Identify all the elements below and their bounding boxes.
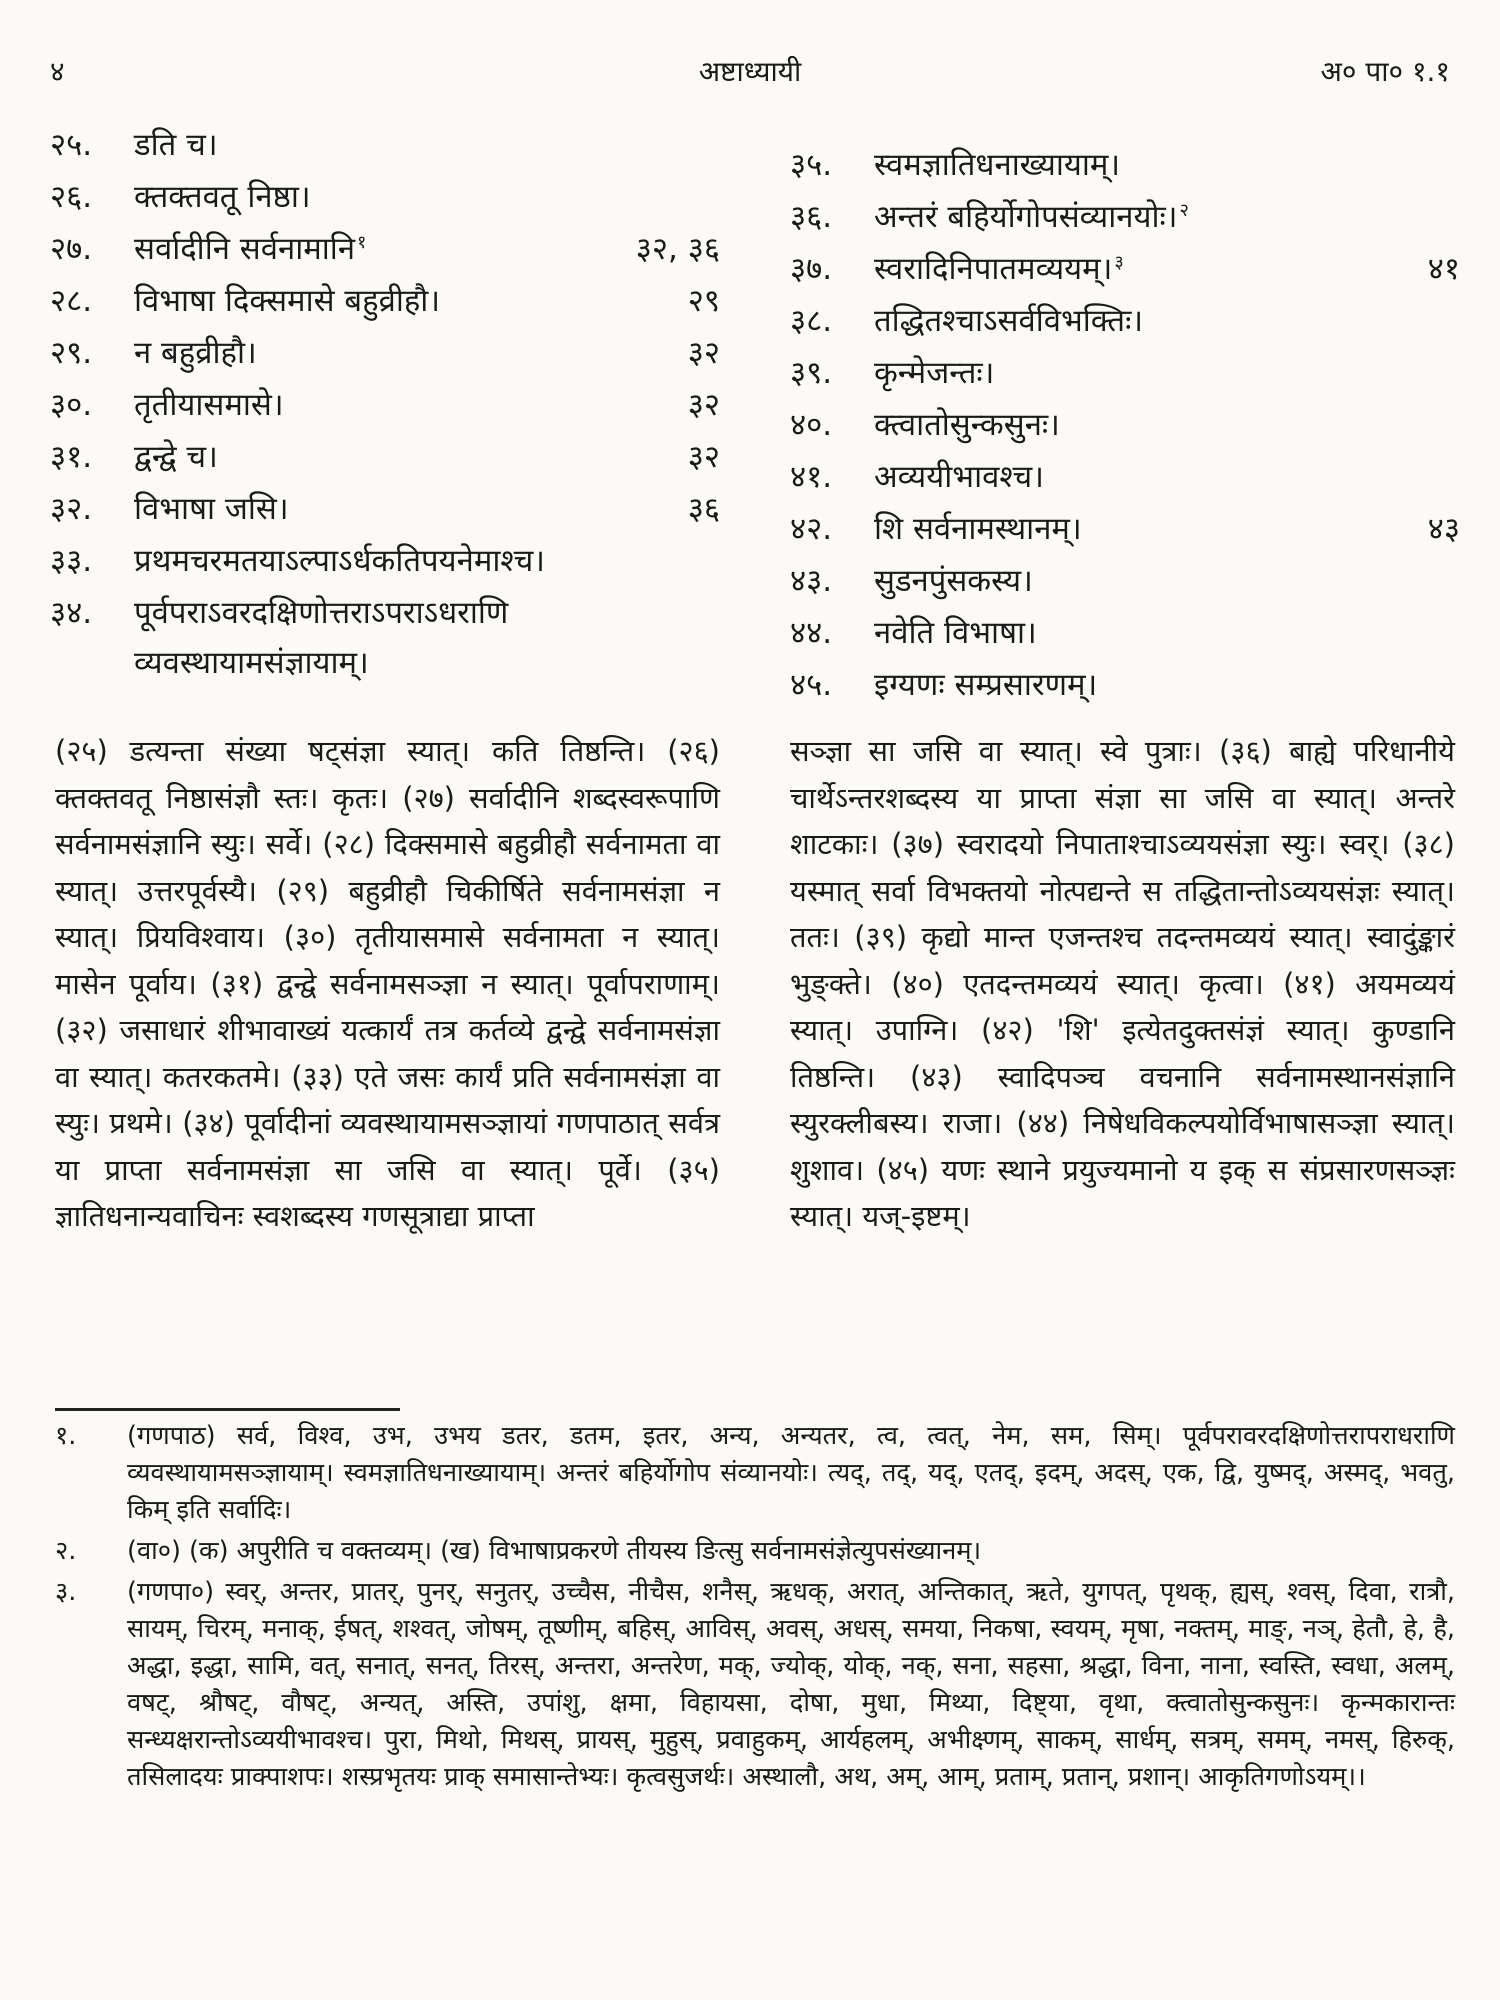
sutra-row [790, 296, 1460, 348]
footnote-marker: ३ [1114, 251, 1124, 273]
sutra-row [790, 348, 1460, 400]
sutra-row [50, 484, 720, 536]
sutra-text [50, 276, 720, 326]
sutra-text-content: स्वरादिनिपातमव्ययम्। [874, 251, 1113, 287]
sutra-number: २५. [50, 127, 93, 163]
sutra-number: २९. [50, 335, 93, 371]
sutra-text [790, 192, 1460, 242]
sutra-text [790, 608, 1460, 658]
sutra-text-content: क्त्वातोसुन्कसुनः। [874, 407, 1060, 443]
sutra-text [50, 588, 720, 688]
sutra-row [790, 608, 1460, 660]
sutra-number: २७. [50, 231, 93, 267]
sutra-text-content: इग्यणः सम्प्रसारणम्। [874, 667, 1098, 703]
sutra-row [790, 192, 1460, 244]
sutra-number: ४३. [790, 563, 833, 599]
footnote-divider [55, 1408, 400, 1411]
sutra-number: ४१. [790, 459, 833, 495]
sutra-text [790, 244, 1460, 294]
sutra-text-content: अन्तरं बहिर्योगोपसंव्यानयोः। [874, 199, 1178, 235]
sutra-number: ३३. [50, 543, 93, 579]
sutra-text [50, 224, 720, 274]
sutra-row [50, 380, 720, 432]
sutra-row [50, 172, 720, 224]
sutra-text-content: शि सर्वनामस्थानम्। [874, 511, 1082, 547]
footnote-marker: १ [357, 231, 367, 253]
sutra-row [50, 276, 720, 328]
sutra-row [50, 120, 720, 172]
sutra-row [50, 224, 720, 276]
sutra-number: ४४. [790, 615, 833, 651]
sutra-number: ३९. [790, 355, 833, 391]
sutra-text [790, 140, 1460, 190]
sutra-cross-reference: ४३ [1427, 511, 1460, 547]
sutra-column-right [790, 140, 1460, 712]
sutra-row [790, 660, 1460, 712]
sutra-number: ३०. [50, 387, 93, 423]
sutra-list [50, 120, 1460, 710]
sutra-text [50, 380, 720, 430]
sutra-cross-reference: २९ [687, 283, 720, 319]
sutra-text-content: प्रथमचरमतयाऽल्पाऽर्धकतिपयनेमाश्च। [134, 543, 545, 579]
sutra-text-content: अव्ययीभावश्च। [874, 459, 1044, 495]
sutra-number: ३८. [790, 303, 833, 339]
commentary-right: सञ्ज्ञा सा जसि वा स्यात्। स्वे पुत्राः। (३६) बाह्ये परिधानीये चार्थेऽन्तरशब्दस्य या प्राप्ता संज्ञा सा जसि वा स्यात्। अन्तरे शाटकाः। (३७) स्वरादयो निपाताश्चाऽव्ययसंज्ञा स्युः। स्वर्। (३८) यस्मात् सर्वा विभक्तयो नोत्पद्यन्ते स तद्धितान्तोऽव्ययसंज्ञः स्यात्। ततः। (३९) कृद्यो मान्त एजन्तश्च तदन्तमव्ययं स्यात्। स्वादुंङ्कारं भुङ्क्ते। (४०) एतदन्तमव्ययं स्यात्। कृत्वा। (४१) अयमव्ययं स्यात्। उपाग्नि। (४२) 'शि' इत्येतदुक्तसंज्ञं स्यात्। कुण्डानि तिष्ठन्ति। (४३) स्वादिपञ्च वचनानि सर्वनामस्थानसंज्ञानि स्युरक्लीबस्य। राजा। (४४) निषेधविकल्पयोर्विभाषासञ्ज्ञा स्यात्। शुशाव। (४५) यणः स्थाने प्रयुज्यमानो य इक् स संप्रसारणसञ्ज्ञः स्यात्। यज्-इष्टम्। [790, 734, 1455, 1233]
sutra-row [790, 556, 1460, 608]
sutra-number: ३२. [50, 491, 93, 527]
sutra-number: ४०. [790, 407, 833, 443]
sutra-number: ३५. [790, 147, 833, 183]
sutra-text-content: न बहुव्रीहौ। [134, 335, 257, 371]
sutra-text [790, 504, 1460, 554]
sutra-cross-reference: ३२, ३६ [635, 231, 720, 267]
sutra-text-content: नवेति विभाषा। [874, 615, 1037, 651]
sutra-text-content: सर्वादीनि सर्वनामानि [134, 231, 356, 267]
sutra-cross-reference: ४१ [1427, 251, 1460, 287]
sutra-text [50, 484, 720, 534]
sutra-text [790, 348, 1460, 398]
page-title: अष्टाध्यायी [698, 55, 802, 88]
commentary [55, 728, 1455, 1388]
footnote [55, 1574, 1455, 1796]
footnote-text: (वा०) (क) अपुरीति च वक्तव्यम्। (ख) विभाषाप्रकरणे तीयस्य ङित्सु सर्वनामसंज्ञेत्युपसंख्यानम्। [127, 1536, 982, 1566]
sutra-row [50, 432, 720, 484]
sutra-cross-reference: ३२ [687, 335, 720, 371]
footnote-text: (गणपा०) स्वर्, अन्तर, प्रातर्, पुनर्, सनुतर्, उच्चैस, नीचैस, शनैस्, ऋधक्, अरात्, अन्तिकात्, ऋते, युगपत्, पृथक्, ह्यस्, श्वस्, दिवा, रात्रौ, सायम्, चिरम्, मनाक्, ईषत्, शश्वत्, जोषम्, तूष्णीम्, बहिस्, आविस्, अवस्, अधस्, समया, निकषा, स्वयम्, मृषा, नक्तम्, माङ्, नञ्, हेतौ, हे, है, अद्धा, इद्धा, सामि, वत्, सनात्, सनत्, तिरस्, अन्तरा, अन्तरेण, मक्, ज्योक्, योक्, नक्, सना, सहसा, श्रद्धा, विना, नाना, स्वस्ति, स्वधा, अलम्, वषट्, श्रौषट्, वौषट्, अन्यत्, अस्ति, उपांशु, क्षमा, विहायसा, दोषा, मुधा, मिथ्या, दिष्ट्या, वृथा, क्त्वातोसुन्कसुनः। कृन्मकारान्तः सन्ध्यक्षरान्तोऽव्ययीभावश्च। पुरा, मिथो, मिथस्, प्रायस्, मुहुस्, प्रवाहुकम्, आर्यहलम्, अभीक्ष्णम्, साकम्, सार्धम्, सत्रम्, समम्, नमस्, हिरुक्, तसिलादयः प्राक्पाशपः। शस्प्रभृतयः प्राक् समासान्तेभ्यः। कृत्वसुजर्थः। अस्थालौ, अथ, अम्, आम्, प्रताम्, प्रतान्, प्रशान्। आकृतिगणोऽयम्।। [127, 1577, 1455, 1792]
sutra-text [50, 328, 720, 378]
chapter-reference: अ० पा० १.१ [1320, 55, 1450, 88]
sutra-cross-reference: ३६ [687, 491, 720, 527]
sutra-text-content: कृन्मेजन्तः। [874, 355, 995, 391]
page-number: ४ [50, 55, 65, 88]
sutra-number: ३६. [790, 199, 833, 235]
sutra-number: २८. [50, 283, 93, 319]
sutra-text-content: द्वन्द्वे च। [134, 439, 218, 475]
sutra-number: ३७. [790, 251, 833, 287]
sutra-row [50, 536, 720, 588]
sutra-text [50, 536, 720, 586]
sutra-number: ३१. [50, 439, 93, 475]
sutra-text [790, 296, 1460, 346]
sutra-number: ४५. [790, 667, 833, 703]
sutra-text-content: डति च। [134, 127, 218, 163]
sutra-row [790, 400, 1460, 452]
footnote-number: ३. [55, 1577, 77, 1607]
sutra-row [50, 588, 720, 688]
sutra-row [790, 452, 1460, 504]
footnote-marker: २ [1179, 199, 1189, 221]
sutra-text [790, 452, 1460, 502]
sutra-number: ४२. [790, 511, 833, 547]
sutra-text [50, 432, 720, 482]
sutra-number: ३४. [50, 595, 93, 631]
sutra-text-content: पूर्वपराऽवरदक्षिणोत्तराऽपराऽधराणि व्यवस्थायामसंज्ञायाम्। [134, 595, 509, 681]
footnote [55, 1418, 1455, 1529]
commentary-left: (२५) डत्यन्ता संख्या षट्संज्ञा स्यात्। कति तिष्ठन्ति। (२६) क्तक्तवतू निष्ठासंज्ञौ स्तः। कृतः। (२७) सर्वादीनि शब्दस्वरूपाणि सर्वनामसंज्ञानि स्युः। सर्वे। (२८) दिक्समासे बहुव्रीहौ सर्वनामता वा स्यात्। उत्तरपूर्वस्यै। (२९) बहुव्रीहौ चिकीर्षिते सर्वनामसंज्ञा न स्यात्। प्रियविश्वाय। (३०) तृतीयासमासे सर्वनामता न स्यात्। मासेन पूर्वाय। (३१) द्वन्द्वे सर्वनामसञ्ज्ञा न स्यात्। पूर्वापराणाम्। (३२) जसाधारं शीभावाख्यं यत्कार्यं तत्र कर्तव्ये द्वन्द्वे सर्वनामसंज्ञा वा स्यात्। कतरकतमे। (३३) एते जसः कार्यं प्रति सर्वनामसंज्ञा वा स्युः। प्रथमे। (३४) पूर्वादीनां व्यवस्थायामसञ्ज्ञायां गणपाठात् सर्वत्र या प्राप्ता सर्वनामसंज्ञा सा जसि वा स्यात्। पूर्वे। (३५) ज्ञातिधनान्यवाचिनः स्वशब्दस्य गणसूत्राद्या प्राप्ता [55, 734, 720, 1233]
sutra-text-content: सुडनपुंसकस्य। [874, 563, 1033, 599]
sutra-text [790, 400, 1460, 450]
sutra-text-content: विभाषा दिक्समासे बहुव्रीहौ। [134, 283, 441, 319]
footnote [55, 1533, 1455, 1570]
sutra-row [790, 504, 1460, 556]
footnote-number: १. [55, 1421, 77, 1451]
footnote-number: २. [55, 1536, 77, 1566]
sutra-text-content: तद्धितश्चाऽसर्वविभक्तिः। [874, 303, 1144, 339]
sutra-cross-reference: ३२ [687, 387, 720, 423]
sutra-row [790, 244, 1460, 296]
sutra-text [50, 172, 720, 222]
footnote-text: (गणपाठ) सर्व, विश्व, उभ, उभय डतर, डतम, इतर, अन्य, अन्यतर, त्व, त्वत्, नेम, सम, सिम्। पूर्वपरावरदक्षिणोत्तरापराधराणि व्यवस्थायामसञ्ज्ञायाम्। स्वमज्ञातिधनाख्यायाम्। अन्तरं बहिर्योगोप संव्यानयोः। त्यद्, तद्, यद्, एतद्, इदम्, अदस्, एक, द्वि, युष्मद्, अस्मद्, भवतु, किम् इति सर्वादिः। [127, 1421, 1455, 1525]
sutra-text [790, 660, 1460, 710]
sutra-text-content: तृतीयासमासे। [134, 387, 284, 423]
sutra-text [790, 556, 1460, 606]
sutra-column-left [50, 120, 720, 688]
sutra-number: २६. [50, 179, 93, 215]
sutra-text-content: स्वमज्ञातिधनाख्यायाम्। [874, 147, 1121, 183]
sutra-text-content: विभाषा जसि। [134, 491, 289, 527]
sutra-row [790, 140, 1460, 192]
footnotes [55, 1418, 1455, 1800]
sutra-row [50, 328, 720, 380]
page-header [50, 52, 1450, 96]
sutra-text [50, 120, 720, 170]
sutra-cross-reference: ३२ [687, 439, 720, 475]
sutra-text-content: क्तक्तवतू निष्ठा। [134, 179, 311, 215]
